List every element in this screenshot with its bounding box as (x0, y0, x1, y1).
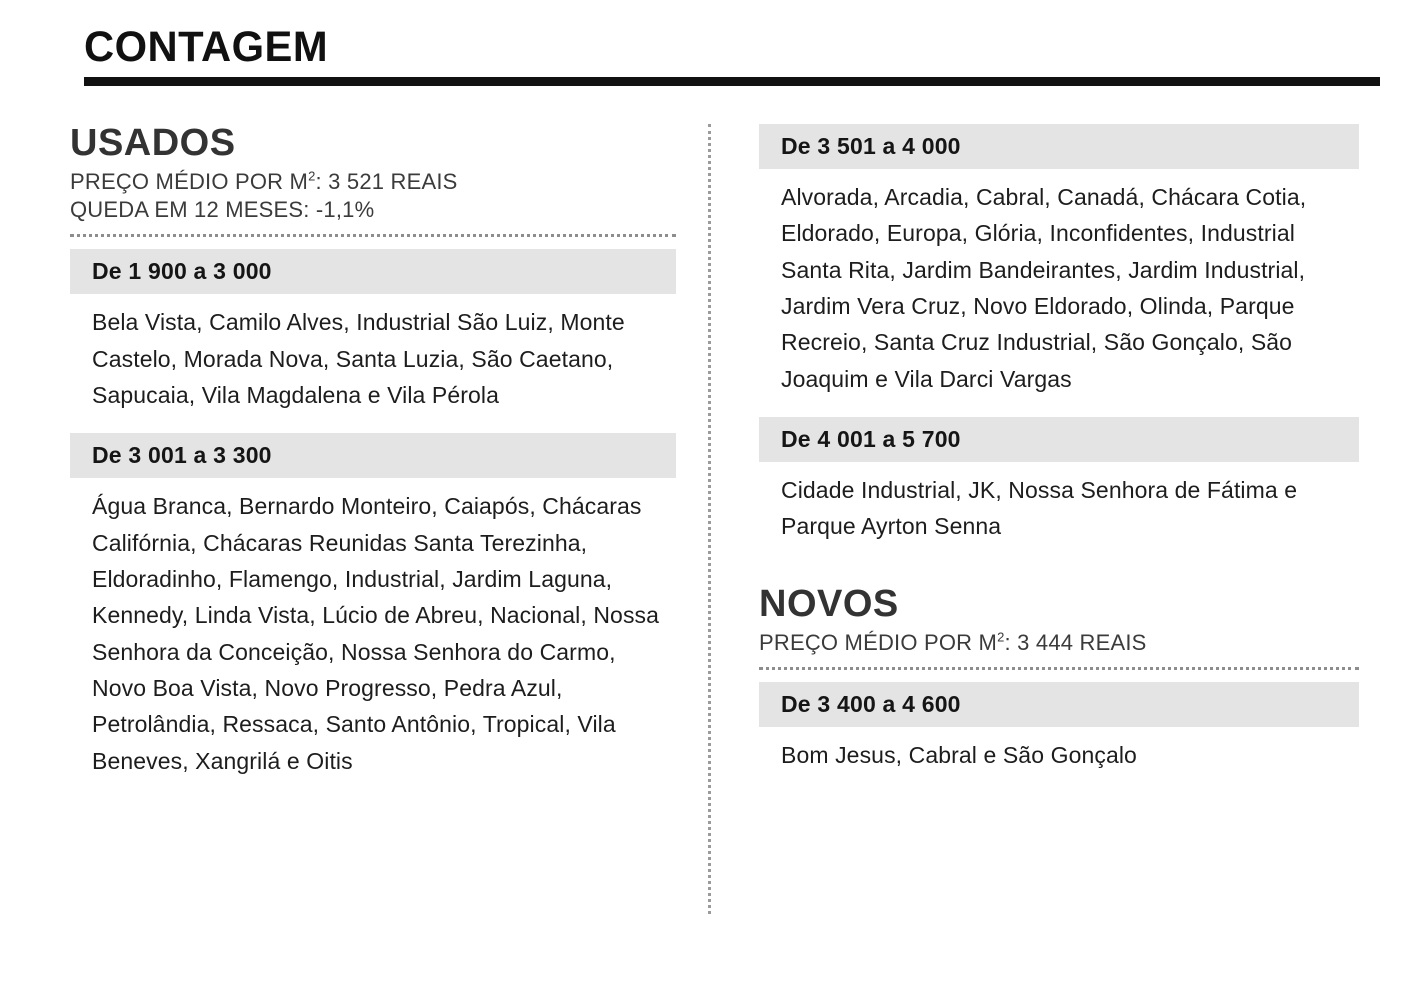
square-meter-exponent: 2 (997, 629, 1005, 645)
dotted-divider (70, 234, 676, 237)
range-header: De 1 900 a 3 000 (70, 249, 676, 294)
range-neighborhood-list: Bom Jesus, Cabral e São Gonçalo (781, 741, 1137, 768)
column-divider (708, 124, 713, 914)
spacer (759, 559, 1359, 585)
novos-average-price-label: PREÇO MÉDIO POR M (759, 629, 998, 655)
usados-average-price-label: PREÇO MÉDIO POR M (70, 169, 309, 194)
dotted-divider (759, 667, 1359, 670)
usados-average-price (70, 168, 676, 196)
novos-average-price-value: : 3 444 REAIS (1004, 629, 1147, 655)
range-neighborhood-list: Bela Vista, Camilo Alves, Industrial São Luiz, Monte Castelo, Morada Nova, Santa Luzia, São Caetano, Sapucaia, Vila Magdalena e Vila Pérola (92, 309, 625, 408)
square-meter-exponent: 2 (308, 168, 316, 184)
usados-change-12-months: QUEDA EM 12 MESES: -1,1% (70, 197, 375, 223)
content-columns (62, 124, 1359, 914)
section-title-novos: NOVOS (759, 582, 899, 625)
page-title: CONTAGEM (84, 23, 329, 71)
novos-average-price (759, 629, 1359, 657)
page-title-block (84, 23, 1359, 86)
title-underline-rule (84, 77, 1380, 86)
range-neighborhood-list: Cidade Industrial, JK, Nossa Senhora de Fátima e Parque Ayrton Senna (781, 476, 1298, 540)
range-header: De 4 001 a 5 700 (759, 417, 1359, 462)
range-header: De 3 501 a 4 000 (759, 124, 1359, 169)
right-column (723, 124, 1359, 914)
range-header: De 3 400 a 4 600 (759, 682, 1359, 727)
left-column (62, 124, 698, 914)
usados-average-price-value: : 3 521 REAIS (315, 169, 458, 194)
section-title-usados: USADOS (70, 122, 236, 164)
range-neighborhood-list: Alvorada, Arcadia, Cabral, Canadá, Chácara Cotia, Eldorado, Europa, Glória, Inconfidentes, Industrial Santa Rita, Jardim Bandeirantes, Jardim Industrial, Jardim Vera Cruz, Novo Eldorado, Olinda, Parque Recreio, Santa Cruz Industrial, São Gonçalo, São Joaquim e Vila Darci Vargas (781, 184, 1307, 392)
range-header: De 3 001 a 3 300 (70, 433, 676, 478)
range-neighborhood-list: Água Branca, Bernardo Monteiro, Caiapós, Chácaras Califórnia, Chácaras Reunidas Santa Terezinha, Eldoradinho, Flamengo, Industrial, Jardim Laguna, Kennedy, Linda Vista, Lúcio de Abreu, Nacional, Nossa Senhora da Conceição, Nossa Senhora do Carmo, Novo Boa Vista, Novo Progresso, Pedra Azul, Petrolândia, Ressaca, Santo Antônio, Tropical, Vila Beneves, Xangrilá e Oitis (92, 493, 660, 774)
